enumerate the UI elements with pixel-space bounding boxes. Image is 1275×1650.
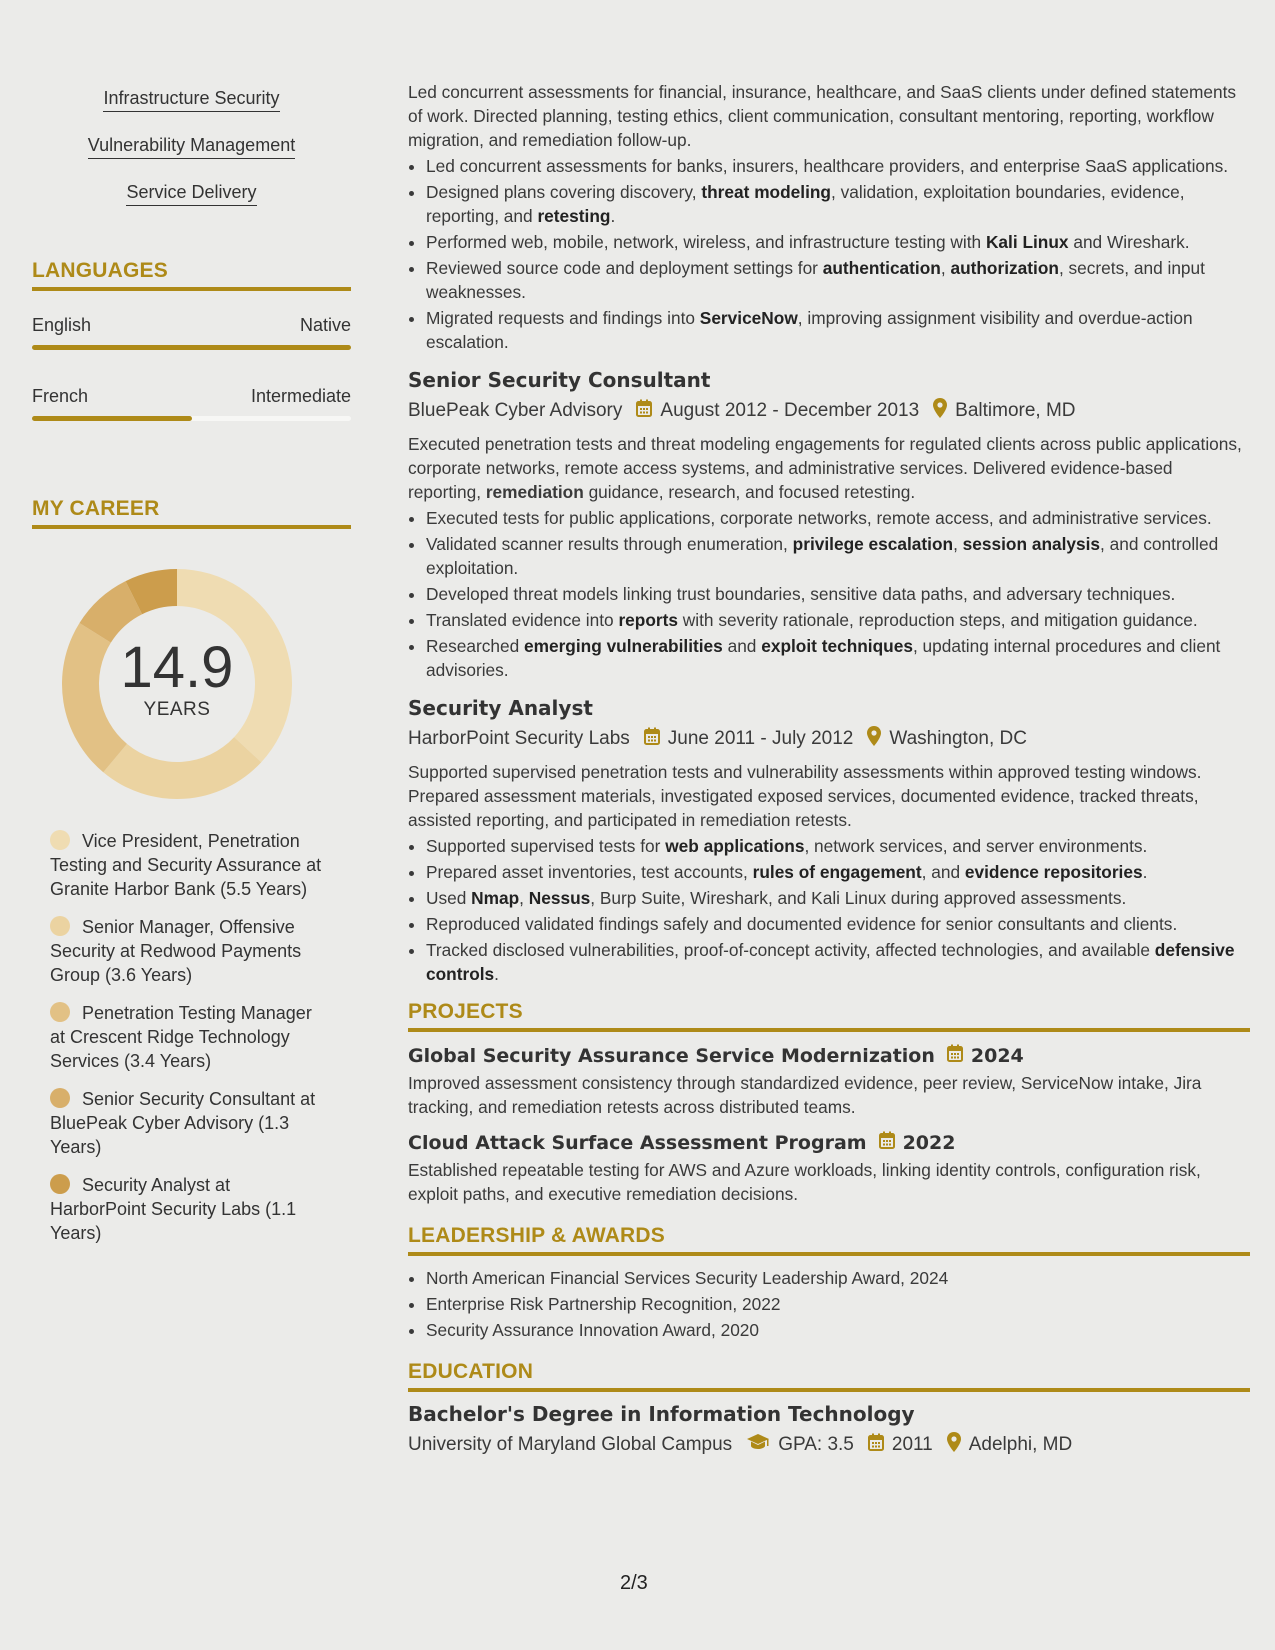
legend-label: Penetration Testing Manager at Crescent Ridge Technology Services (3.4 Years) (50, 1003, 312, 1071)
bullet-item (426, 532, 1250, 580)
text-run: , improving assignment visibility and overdue-action escalation. (426, 308, 1193, 352)
text-run: Validated scanner results through enumeration, (426, 534, 793, 554)
career-donut-chart (62, 569, 292, 799)
main-content (408, 80, 1250, 1466)
legend-item (50, 829, 330, 901)
job-location: Baltimore, MD (955, 400, 1076, 421)
legend-label: Vice President, Penetration Testing and Security Assurance at Granite Harbor Bank (5.5 Years) (50, 831, 322, 899)
map-pin-icon (867, 726, 881, 752)
text-run: . (610, 206, 616, 226)
sidebar (32, 80, 351, 1259)
legend-item (50, 1173, 330, 1245)
bullet-item (426, 608, 1250, 632)
emphasis: Nessus (528, 888, 591, 908)
emphasis: remediation (485, 482, 584, 502)
text-run: , and controlled exploitation. (426, 534, 1219, 578)
skill-tags (32, 80, 351, 221)
donut-center (62, 637, 292, 721)
bullet-item (426, 180, 1250, 228)
school-name: University of Maryland Global Campus (408, 1434, 733, 1455)
job-summary (408, 760, 1250, 832)
language-bar-fill (32, 416, 192, 421)
education-entry (408, 1402, 1250, 1458)
text-run: Executed penetration tests and threat modeling engagements for regulated clients across public applications, corporate networks, remote access systems, and administrative services. Delivered evidence-based reporting, (408, 434, 1242, 502)
bullet-item (426, 886, 1250, 910)
emphasis: defensive controls (426, 940, 1235, 984)
project-title-row (408, 1131, 1250, 1154)
text-run: Translated evidence into (426, 610, 619, 630)
emphasis: web applications (665, 836, 805, 856)
project-list (408, 1044, 1250, 1206)
language-name: English (32, 315, 92, 335)
legend-label: Senior Manager, Offensive Security at Redwood Payments Group (3.6 Years) (50, 917, 302, 985)
emphasis: reports (618, 610, 678, 630)
project-title-row (408, 1044, 1250, 1067)
language-bar (32, 416, 351, 421)
text-run: Developed threat models linking trust boundaries, sensitive data paths, and adversary techniques. (426, 584, 1176, 604)
education-location: Adelphi, MD (968, 1434, 1073, 1455)
graduation-cap-icon (746, 1432, 770, 1458)
text-run: . (1142, 862, 1148, 882)
bullet-item (426, 634, 1250, 682)
legend-swatch (50, 1002, 70, 1022)
company-name: HarborPoint Security Labs (408, 728, 630, 749)
job-entry (408, 368, 1250, 682)
language-bar (32, 345, 351, 350)
text-run: Executed tests for public applications, corporate networks, remote access, and administrative services. (426, 508, 1212, 528)
career-total-unit: YEARS (143, 699, 211, 720)
emphasis: session analysis (962, 534, 1101, 554)
emphasis: privilege escalation (792, 534, 954, 554)
calendar-icon (644, 727, 660, 751)
calendar-icon (879, 1131, 895, 1154)
job-title: Security Analyst (408, 696, 593, 720)
text-run: , updating internal procedures and client advisories. (426, 636, 1221, 680)
text-run: Designed plans covering discovery, (426, 182, 702, 202)
legend-swatch (50, 1088, 70, 1108)
bullet-item (426, 938, 1250, 986)
emphasis: rules of engagement (752, 862, 922, 882)
award-item: • Enterprise Risk Partnership Recognition, 2022 (426, 1292, 1250, 1316)
language-level: Intermediate (250, 386, 351, 406)
project-name: Global Security Assurance Service Modernization (408, 1044, 935, 1067)
skill-tag: Infrastructure Security (103, 88, 279, 112)
experience-list (408, 368, 1250, 986)
text-run: , secrets, and input weaknesses. (426, 258, 1205, 302)
language-item (32, 315, 351, 350)
bullet-item (426, 506, 1250, 530)
award-item: • Security Assurance Innovation Award, 2020 (426, 1318, 1250, 1342)
project-year: 2022 (902, 1131, 956, 1154)
job-bullets (408, 506, 1250, 682)
skill-tag: Vulnerability Management (88, 135, 295, 159)
education-heading: EDUCATION (408, 1360, 1250, 1392)
project-entry (408, 1131, 1250, 1206)
job-meta (408, 398, 1250, 424)
project-description: Improved assessment consistency through standardized evidence, peer review, ServiceNow intake, Jira tracking, and remediation retests across distributed teams. (408, 1073, 1202, 1117)
calendar-icon (947, 1044, 963, 1067)
bullet-item (426, 230, 1250, 254)
text-run: , (953, 534, 963, 554)
projects-heading: PROJECTS (408, 1000, 1250, 1032)
job-meta (408, 726, 1250, 752)
bullet-item (426, 256, 1250, 304)
text-run: , Burp Suite, Wireshark, and Kali Linux during approved assessments. (590, 888, 1127, 908)
emphasis: Nmap (471, 888, 520, 908)
language-bar-fill (32, 345, 351, 350)
text-run: . (494, 964, 499, 984)
bullet-item (426, 834, 1250, 858)
calendar-icon (868, 1433, 884, 1457)
legend-label: Security Analyst at HarborPoint Security Labs (1.1 Years) (50, 1175, 297, 1243)
text-run: Reviewed source code and deployment settings for (426, 258, 823, 278)
career-total-years: 14.9 (120, 635, 234, 700)
language-item (32, 386, 351, 421)
bullet-item (426, 912, 1250, 936)
degree-title: Bachelor's Degree in Information Technology (408, 1402, 915, 1426)
legend-label: Senior Security Consultant at BluePeak Cyber Advisory (1.3 Years) (50, 1089, 316, 1157)
text-run: Used (426, 888, 472, 908)
text-run: and (722, 636, 762, 656)
text-run: Reproduced validated findings safely and documented evidence for senior consultants and clients. (426, 914, 1178, 934)
donut-slice (103, 737, 261, 799)
calendar-icon (636, 399, 652, 423)
project-name: Cloud Attack Surface Assessment Program (408, 1131, 867, 1154)
project-entry (408, 1044, 1250, 1119)
award-item: • North American Financial Services Security Leadership Award, 2024 (426, 1266, 1250, 1290)
text-run: Prepared asset inventories, test accounts, (426, 862, 753, 882)
job-dates: August 2012 - December 2013 (660, 400, 920, 421)
text-run: Led concurrent assessments for banks, insurers, healthcare providers, and enterprise SaaS applications. (426, 156, 1229, 176)
job-dates: June 2011 - July 2012 (667, 728, 854, 749)
legend-item (50, 915, 330, 987)
language-name: French (32, 386, 89, 406)
emphasis: emerging vulnerabilities (523, 636, 723, 656)
legend-swatch (50, 916, 70, 936)
text-run: Migrated requests and findings into (426, 308, 700, 328)
gpa: GPA: 3.5 (778, 1434, 854, 1455)
awards-heading: LEADERSHIP & AWARDS (408, 1224, 1250, 1256)
text-run: Tracked disclosed vulnerabilities, proof-of-concept activity, affected technologies, and available (426, 940, 1155, 960)
emphasis: evidence repositories (964, 862, 1143, 882)
job-bullets (408, 834, 1250, 986)
award-list (408, 1266, 1250, 1342)
graduation-year: 2011 (891, 1434, 933, 1455)
text-run: , (940, 258, 951, 278)
map-pin-icon (933, 398, 947, 424)
project-description: Established repeatable testing for AWS and Azure workloads, linking identity controls, configuration risk, exploit paths, and executive remediation decisions. (408, 1160, 1201, 1204)
text-run: with severity rationale, reproduction steps, and mitigation guidance. (678, 610, 1198, 630)
legend-swatch (50, 1174, 70, 1194)
bullet-item (426, 306, 1250, 354)
text-run: Researched (426, 636, 524, 656)
education-meta (408, 1432, 1250, 1458)
bullet-item (426, 154, 1250, 178)
legend-item (50, 1087, 330, 1159)
text-run: and Wireshark. (1068, 232, 1190, 252)
page-number: 2/3 (620, 1572, 648, 1594)
job-summary (408, 432, 1250, 504)
map-pin-icon (947, 1432, 961, 1458)
job-summary: Led concurrent assessments for financial, insurance, healthcare, and SaaS clients under defined statements of work. Directed planning, testing ethics, client communication, consultant mentoring, reporting, workflow migration, and remediation follow-up. (408, 82, 1237, 150)
languages-heading: LANGUAGES (32, 259, 351, 291)
emphasis: ServiceNow (699, 308, 798, 328)
bullet-item (426, 582, 1250, 606)
emphasis: Kali Linux (985, 232, 1069, 252)
company-name: BluePeak Cyber Advisory (408, 400, 623, 421)
emphasis: exploit techniques (761, 636, 913, 656)
language-list (32, 315, 351, 421)
job-title: Senior Security Consultant (408, 368, 711, 392)
text-run: Supported supervised penetration tests and vulnerability assessments within approved testing windows. Prepared assessment materials, investigated exposed services, documented evidence, tracked threats, assisted reporting, and participated in remediation retests. (408, 762, 1202, 830)
text-run: Supported supervised tests for (426, 836, 666, 856)
emphasis: retesting (537, 206, 611, 226)
career-heading: MY CAREER (32, 497, 351, 529)
career-legend (50, 829, 330, 1245)
job-entry (408, 696, 1250, 986)
text-run: , validation, exploitation boundaries, evidence, reporting, and (426, 182, 1185, 226)
bullet-item (426, 860, 1250, 884)
emphasis: authorization (950, 258, 1059, 278)
language-level: Native (299, 315, 351, 335)
text-run: , (519, 888, 529, 908)
text-run: Performed web, mobile, network, wireless, and infrastructure testing with (426, 232, 986, 252)
text-run: , and (921, 862, 965, 882)
legend-item (50, 1001, 330, 1073)
skill-tag: Service Delivery (126, 182, 256, 206)
project-year: 2024 (970, 1044, 1024, 1067)
emphasis: threat modeling (701, 182, 831, 202)
text-run: , network services, and server environments. (804, 836, 1148, 856)
text-run: guidance, research, and focused retesting. (583, 482, 916, 502)
emphasis: authentication (822, 258, 941, 278)
legend-swatch (50, 830, 70, 850)
job-location: Washington, DC (889, 728, 1027, 749)
job-bullets (408, 154, 1250, 354)
